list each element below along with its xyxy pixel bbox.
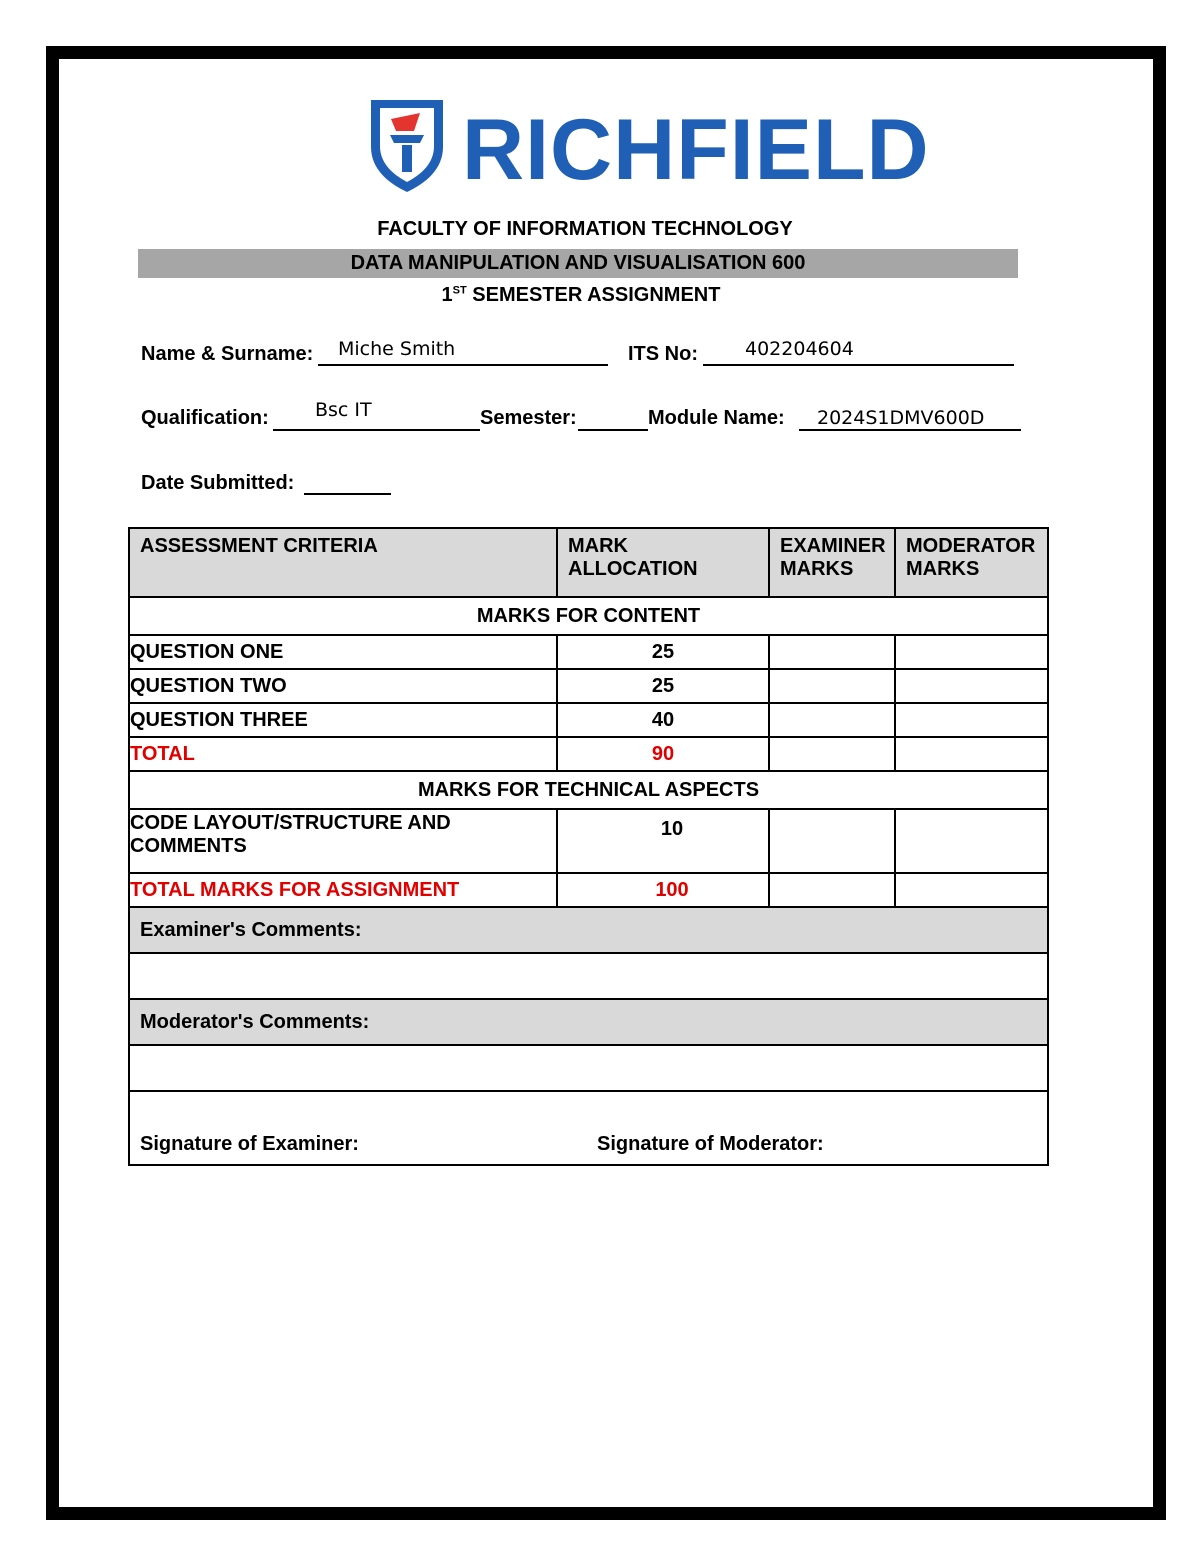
header-examiner-marks: EXAMINER MARKS — [769, 528, 895, 597]
moderator-mark-cell[interactable] — [895, 635, 1048, 669]
module-title-bar: DATA MANIPULATION AND VISUALISATION 600 — [138, 249, 1018, 278]
grand-total-row — [129, 873, 1048, 907]
semester-suffix: ST — [452, 284, 467, 297]
content-section-row — [129, 597, 1048, 635]
examiner-comments-row — [129, 953, 1048, 999]
total-marks: 90 — [557, 737, 769, 771]
row-label: QUESTION ONE — [129, 635, 557, 669]
name-underline — [318, 364, 608, 366]
qualification-field[interactable]: Bsc IT — [315, 399, 372, 421]
table-row — [129, 809, 1048, 873]
module-name-underline — [799, 429, 1021, 431]
signature-moderator-label: Signature of Moderator: — [597, 1133, 824, 1155]
richfield-wordmark: RICHFIELD — [462, 102, 930, 198]
examiner-mark-cell[interactable] — [769, 703, 895, 737]
semester-title — [0, 284, 1162, 307]
name-label: Name & Surname: — [141, 343, 314, 365]
header-mark-allocation: MARK ALLOCATION — [557, 528, 769, 597]
signature-cell — [129, 1091, 1048, 1165]
module-name-field[interactable]: 2024S1DMV600D — [817, 407, 985, 429]
moderator-mark-cell[interactable] — [895, 669, 1048, 703]
header-criteria: ASSESSMENT CRITERIA — [129, 528, 557, 597]
table-header-row — [129, 528, 1048, 597]
row-mark-allocation: 25 — [557, 635, 769, 669]
name-field[interactable]: Miche Smith — [338, 338, 456, 360]
moderator-comments-field[interactable] — [129, 1045, 1048, 1091]
semester-field[interactable] — [578, 429, 648, 431]
grand-total-label: TOTAL MARKS FOR ASSIGNMENT — [129, 873, 557, 907]
header-moderator-marks: MODERATOR MARKS — [895, 528, 1048, 597]
moderator-comments-label: Moderator's Comments: — [129, 999, 1048, 1045]
its-underline — [703, 364, 1014, 366]
content-total-row — [129, 737, 1048, 771]
examiner-mark-cell[interactable] — [769, 737, 895, 771]
examiner-mark-cell[interactable] — [769, 873, 895, 907]
faculty-title: FACULTY OF INFORMATION TECHNOLOGY — [377, 218, 793, 240]
moderator-mark-cell[interactable] — [895, 809, 1048, 873]
examiner-mark-cell[interactable] — [769, 669, 895, 703]
row-label: CODE LAYOUT/STRUCTURE AND COMMENTS — [129, 809, 557, 873]
date-submitted-field[interactable] — [304, 493, 391, 495]
technical-section-row — [129, 771, 1048, 809]
richfield-shield-icon — [368, 97, 446, 195]
moderator-comments-row — [129, 1045, 1048, 1091]
row-mark-allocation: 10 — [557, 809, 769, 873]
signature-row — [129, 1091, 1048, 1165]
examiner-mark-cell[interactable] — [769, 809, 895, 873]
total-label: TOTAL — [129, 737, 557, 771]
semester-label: Semester: — [480, 407, 577, 429]
table-row — [129, 635, 1048, 669]
module-name-label: Module Name: — [648, 407, 785, 429]
examiner-mark-cell[interactable] — [769, 635, 895, 669]
semester-number: 1 — [441, 284, 453, 306]
table-row — [129, 669, 1048, 703]
date-submitted-label: Date Submitted: — [141, 472, 295, 494]
grand-total-marks: 100 — [557, 873, 769, 907]
moderator-comments-header-row — [129, 999, 1048, 1045]
qualification-underline — [273, 429, 480, 431]
qualification-label: Qualification: — [141, 407, 269, 429]
its-label: ITS No: — [628, 343, 698, 365]
examiner-comments-header-row — [129, 907, 1048, 953]
signature-examiner-label: Signature of Examiner: — [140, 1133, 359, 1155]
moderator-mark-cell[interactable] — [895, 737, 1048, 771]
moderator-mark-cell[interactable] — [895, 703, 1048, 737]
examiner-comments-label: Examiner's Comments: — [129, 907, 1048, 953]
moderator-mark-cell[interactable] — [895, 873, 1048, 907]
row-mark-allocation: 25 — [557, 669, 769, 703]
technical-section-title: MARKS FOR TECHNICAL ASPECTS — [129, 771, 1048, 809]
assessment-table — [128, 527, 1049, 1166]
table-row — [129, 703, 1048, 737]
content-section-title: MARKS FOR CONTENT — [129, 597, 1048, 635]
row-label: QUESTION THREE — [129, 703, 557, 737]
semester-text: SEMESTER ASSIGNMENT — [472, 284, 721, 306]
its-field[interactable]: 402204604 — [745, 338, 854, 360]
row-mark-allocation: 40 — [557, 703, 769, 737]
row-label: QUESTION TWO — [129, 669, 557, 703]
examiner-comments-field[interactable] — [129, 953, 1048, 999]
